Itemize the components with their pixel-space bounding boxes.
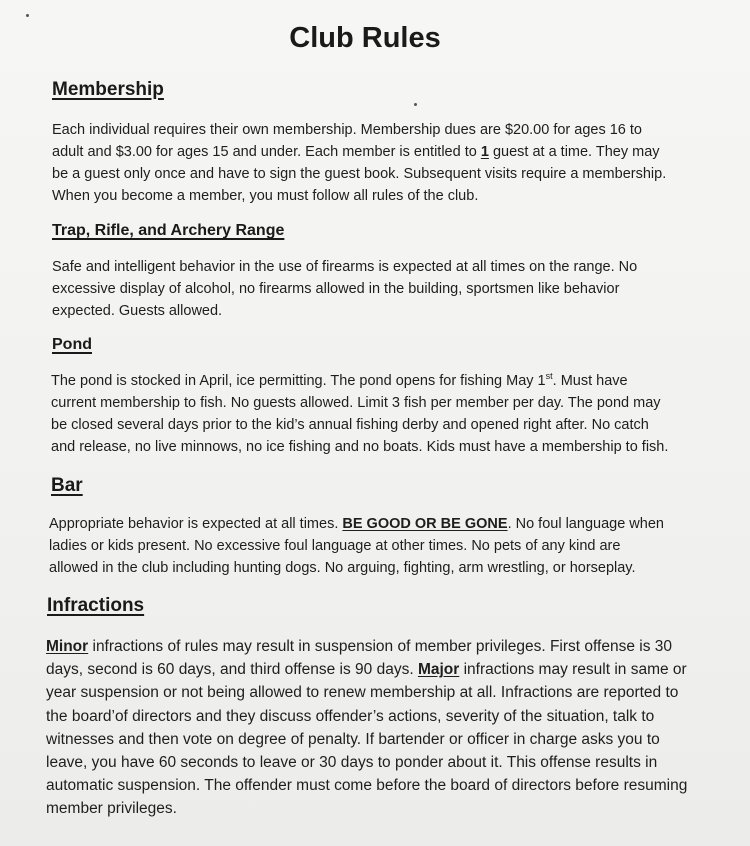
text-line: excessive display of alcohol, no firearms allowed in the building, sportsmen like behavior [52, 281, 620, 297]
paper-speck [414, 103, 417, 106]
paper-speck [26, 14, 29, 17]
text-line: the board’of directors and they discuss offender’s actions, severity of the situation, talk to [46, 707, 655, 725]
text-line: days, second is 60 days, and third offense is 90 days. Major infractions may result in same or [46, 661, 687, 679]
text-line: member privileges. [46, 800, 177, 818]
text-line: ladies or kids present. No excessive foul language at other times. No pets of any kind are [49, 538, 621, 554]
text-line: witnesses and then vote on degree of penalty. If bartender or officer in charge asks you to [46, 730, 660, 748]
text-line: be closed several days prior to the kid’s annual fishing derby and opened right after. No catch [51, 417, 649, 433]
minor-label: Minor [46, 638, 89, 655]
text-line: Safe and intelligent behavior in the use of firearms is expected at all times on the range. No [52, 259, 638, 275]
text-line: When you become a member, you must follow all rules of the club. [52, 188, 479, 204]
section-heading-pond: Pond [52, 336, 92, 353]
section-heading-bar: Bar [51, 475, 83, 496]
section-heading-membership: Membership [52, 79, 164, 100]
text-line: expected. Guests allowed. [52, 303, 223, 319]
section-heading-range: Trap, Rifle, and Archery Range [52, 222, 285, 239]
section-body-membership [52, 119, 666, 207]
section-body-infractions [46, 635, 687, 821]
text-line: and release, no live minnows, no ice fishing and no boats. Kids must have a membership to fish. [51, 439, 669, 455]
section-body-pond [51, 370, 668, 458]
text-line: allowed in the club including hunting dogs. No arguing, fighting, arm wrestling, or horseplay. [49, 560, 636, 576]
major-label: Major [417, 661, 460, 679]
section-body-range [52, 256, 637, 322]
section-heading-infractions: Infractions [47, 595, 145, 616]
text-line: Appropriate behavior is expected at all times. BE GOOD OR BE GONE. No foul language when [49, 516, 664, 532]
text-line: Each individual requires their own membership. Membership dues are $20.00 for ages 16 to [52, 122, 642, 138]
text-line: leave, you have 60 seconds to leave or 30 days to ponder about it. This offense results in [46, 754, 658, 772]
text-line: year suspension or not being allowed to renew membership at all. Infractions are reported to [46, 684, 679, 702]
section-body-bar [49, 513, 664, 579]
text-line: adult and $3.00 for ages 15 and under. Each member is entitled to 1 guest at a time. They may [52, 144, 660, 160]
text-line: automatic suspension. The offender must come before the board of directors before resuming [46, 777, 688, 795]
bar-rule-emphasis: BE GOOD OR BE GONE [342, 516, 508, 532]
text-line: be a guest only once and have to sign the guest book. Subsequent visits require a membership. [52, 166, 667, 182]
text-line: Minor infractions of rules may result in suspension of member privileges. First offense is 30 [46, 638, 672, 655]
guest-limit-number: 1 [480, 144, 489, 160]
text-line: current membership to fish. No guests allowed. Limit 3 fish per member per day. The pond may [51, 395, 661, 411]
text-line: The pond is stocked in April, ice permitting. The pond opens for fishing May 1st. Must have [51, 371, 628, 389]
page-title: Club Rules [289, 22, 441, 54]
